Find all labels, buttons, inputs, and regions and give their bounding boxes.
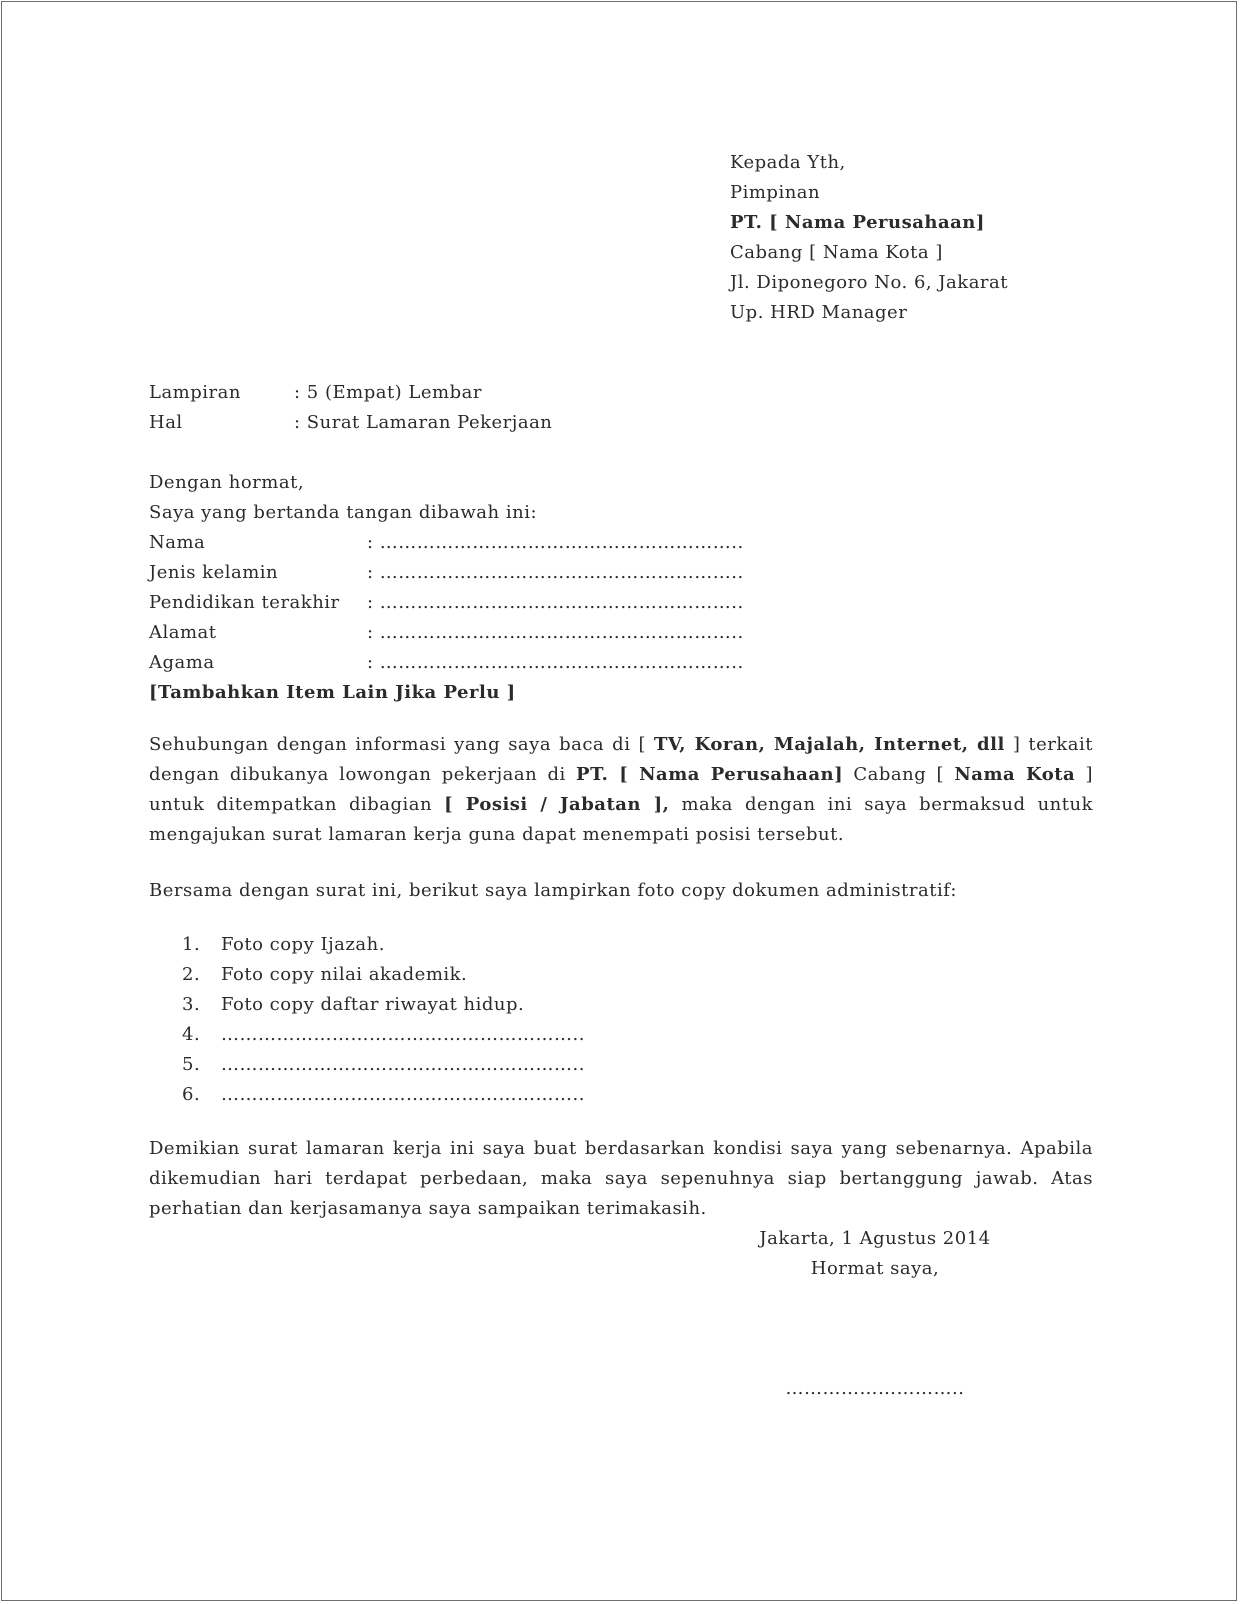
intro-line: Saya yang bertanda tangan dibawah ini:: [149, 502, 538, 523]
field-value-education: : …………………………………………………..: [367, 592, 744, 613]
attachment-number: 2.: [182, 964, 201, 985]
attachment-number: 5.: [182, 1054, 201, 1075]
attachment-label: Lampiran: [149, 382, 241, 403]
field-value-address: : …………………………………………………..: [367, 622, 744, 643]
field-label-name: Nama: [149, 532, 206, 553]
attachment-item: Foto copy nilai akademik.: [221, 964, 468, 985]
signature-name-blank: ………………………..: [785, 1378, 965, 1399]
field-label-religion: Agama: [149, 652, 215, 673]
attachment-item: Foto copy daftar riwayat hidup.: [221, 994, 525, 1015]
closing-paragraph: Demikian surat lamaran kerja ini saya buat berdasarkan kondisi saya yang sebenarnya. Apabila dikemudian hari terdapat perbedaan, maka saya sepenuhnya siap bertanggung jawab. Atas perhatian dan kerjasamanya saya sampaikan terimakasih.: [149, 1138, 1093, 1219]
body1-text-2: ] terkait dengan dibukanya lowongan pekerjaan di: [149, 734, 1093, 785]
subject-value: : Surat Lamaran Pekerjaan: [294, 412, 553, 433]
attachment-number: 1.: [182, 934, 201, 955]
place-date: Jakarta, 1 Agustus 2014: [759, 1228, 991, 1249]
body1-text-5: maka dengan ini saya bermaksud untuk mengajukan surat lamaran kerja guna dapat menempati posisi tersebut.: [149, 794, 1093, 845]
body-paragraph-1: [149, 730, 1093, 850]
body1-text-3: Cabang [: [843, 764, 955, 785]
body1-text-4: ] untuk ditempatkan dibagian: [149, 764, 1094, 815]
field-value-gender: : …………………………………………………..: [367, 562, 744, 583]
body1-media-list: TV, Koran, Majalah, Internet, dll: [654, 734, 1005, 755]
regards: Hormat saya,: [810, 1258, 940, 1279]
attachment-item: …………………………………………………..: [221, 1024, 585, 1045]
attachment-value: : 5 (Empat) Lembar: [294, 382, 482, 403]
field-label-gender: Jenis kelamin: [149, 562, 279, 583]
body1-company: PT. [ Nama Perusahaan]: [576, 764, 844, 785]
greeting: Dengan hormat,: [149, 472, 305, 493]
recipient-branch: Cabang [ Nama Kota ]: [730, 242, 943, 263]
subject-label: Hal: [149, 412, 183, 433]
body1-position: [ Posisi / Jabatan ],: [444, 794, 670, 815]
attachment-item: …………………………………………………..: [221, 1084, 585, 1105]
attachment-number: 3.: [182, 994, 201, 1015]
field-label-education: Pendidikan terakhir: [149, 592, 340, 613]
recipient-address: Jl. Diponegoro No. 6, Jakarat: [730, 272, 1008, 293]
attachment-number: 4.: [182, 1024, 201, 1045]
field-value-religion: : …………………………………………………..: [367, 652, 744, 673]
extra-items-note: [Tambahkan Item Lain Jika Perlu ]: [149, 682, 516, 703]
body1-text-1: Sehubungan dengan informasi yang saya baca di [: [149, 734, 655, 755]
attachment-item: Foto copy Ijazah.: [221, 934, 385, 955]
recipient-salutation: Kepada Yth,: [730, 152, 846, 173]
body1-city: Nama Kota: [954, 764, 1076, 785]
field-value-name: : …………………………………………………..: [367, 532, 744, 553]
attachment-item: …………………………………………………..: [221, 1054, 585, 1075]
recipient-title: Pimpinan: [730, 182, 821, 203]
attachment-number: 6.: [182, 1084, 201, 1105]
body-paragraph-2: Bersama dengan surat ini, berikut saya lampirkan foto copy dokumen administratif:: [149, 880, 957, 901]
letter-page: [1, 1, 1237, 1601]
recipient-attention: Up. HRD Manager: [730, 302, 908, 323]
field-label-address: Alamat: [149, 622, 217, 643]
recipient-company: PT. [ Nama Perusahaan]: [730, 212, 985, 233]
